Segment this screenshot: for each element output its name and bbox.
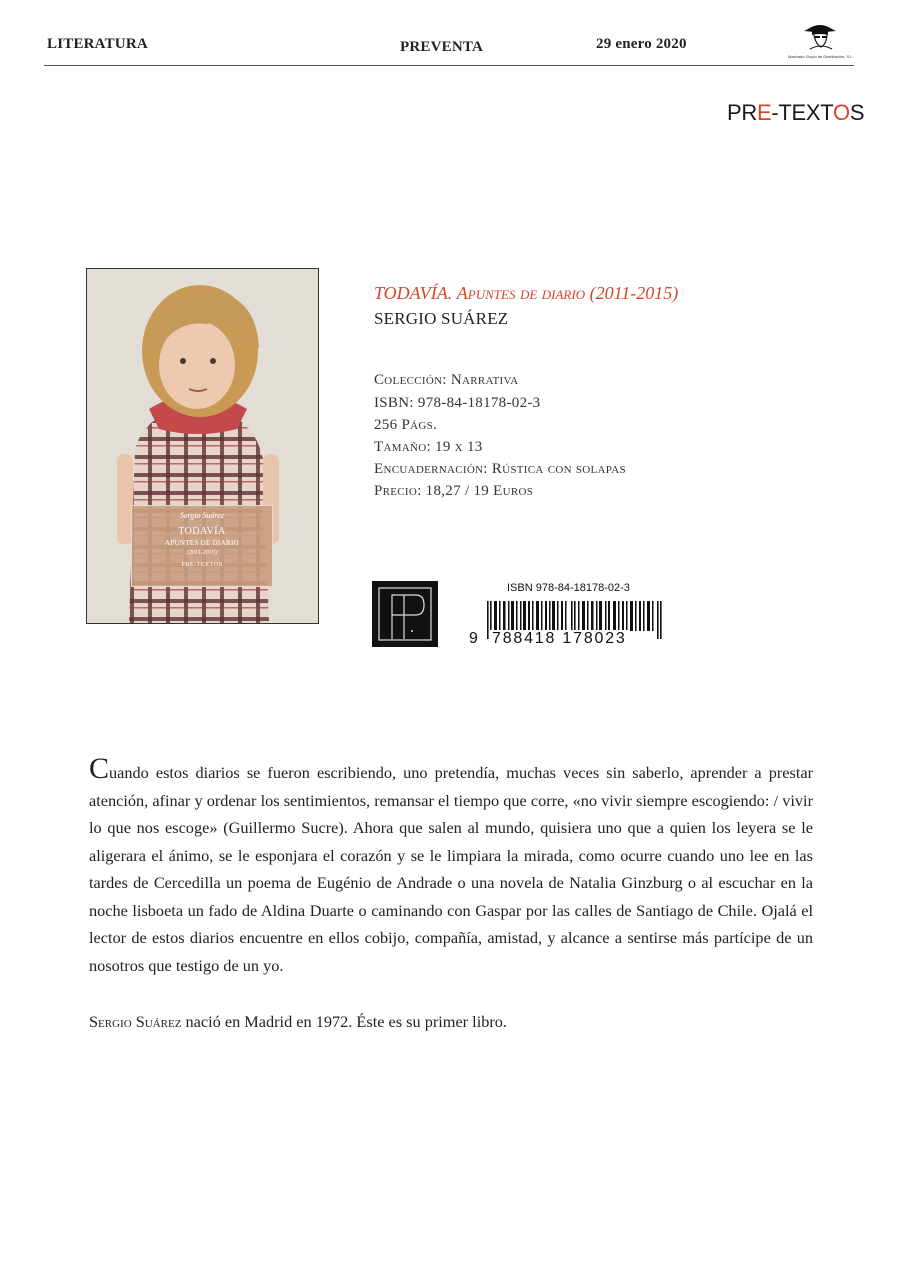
publisher-mark-icon — [372, 581, 438, 647]
logo-part: PR — [727, 100, 757, 125]
meta-pages: 256 Págs. — [374, 417, 438, 433]
barcode-isbn-label: ISBN 978-84-18178-02-3 — [507, 582, 630, 594]
status-label: PREVENTA — [400, 39, 483, 55]
distributor-caption: Machado Grupo de Distribución, S.L. — [788, 54, 854, 59]
barcode-first-digit: 9 — [469, 630, 478, 647]
logo-part: S — [849, 100, 865, 125]
meta-size: Tamaño: 19 x 13 — [374, 439, 483, 455]
barcode-digits: 788418 178023 — [492, 630, 627, 647]
book-author: SERGIO SUÁREZ — [374, 309, 509, 328]
description-text: uando estos diarios se fueron escribiendo, uno pretendía, muchas veces sin saberlo, aprender a prestar atención, afinar y ordenar los sentimientos, remansar el tiempo que corre, «no vivir siempre escogiendo: / vivir lo que nos escoge» (Guillermo Sucre). Ahora que salen al mundo, quisiera uno que a quien los leyera se le aligerara el ánimo, se le esponjara el corazón y se le limpiara la mirada, como ocurre cuando uno lee en las tardes de Cercedilla un poema de Eugénio de Andrade o una novela de Natalia Ginzburg o al escuchar en la noche lisboeta un fado de Aldina Duarte o caminando con Gaspar por las calles de Santiago de Chile. Ojalá el lector de estos diarios encuentre en ellos cobijo, compañía, amistad, y alcance a sentirse más partícipe de un nosotros que testigo de un yo. — [89, 763, 813, 975]
cover-author: Sergio Suárez — [179, 511, 225, 520]
distributor-logo — [788, 19, 852, 63]
author-bio — [89, 1012, 507, 1032]
meta-isbn: ISBN: 978-84-18178-02-3 — [374, 395, 541, 411]
logo-part-accent: E — [756, 100, 772, 125]
book-title-main: TODAVÍA. — [374, 283, 453, 303]
date-label: 29 enero 2020 — [596, 36, 687, 52]
meta-collection: Colección: Narrativa — [374, 372, 519, 388]
cover-title: TODAVÍA — [178, 526, 226, 537]
section-label: LITERATURA — [47, 36, 148, 52]
logo-part-accent: O — [833, 100, 850, 125]
cover-years: (2011-2015) — [187, 550, 217, 556]
book-title-sub: Apuntes de diario (2011-2015) — [456, 283, 679, 303]
book-cover — [86, 268, 319, 624]
cover-subtitle: APUNTES DE DIARIO — [165, 539, 239, 547]
publisher-logo — [727, 100, 864, 126]
description-dropcap: C — [89, 752, 110, 785]
hat-man-icon — [788, 19, 852, 53]
bio-author-name: Sergio Suárez — [89, 1012, 182, 1031]
cover-title-label — [131, 505, 273, 587]
logo-part: -TEXT — [771, 100, 833, 125]
meta-binding: Encuadernación: Rústica con solapas — [374, 461, 626, 477]
meta-price: Precio: 18,27 / 19 Euros — [374, 483, 534, 499]
header-divider — [44, 65, 854, 66]
book-title — [374, 283, 678, 304]
cover-publisher: PRE-TEXTOS — [181, 562, 223, 568]
bio-text: nació en Madrid en 1972. Éste es su primer libro. — [181, 1012, 507, 1031]
book-description — [89, 752, 813, 979]
